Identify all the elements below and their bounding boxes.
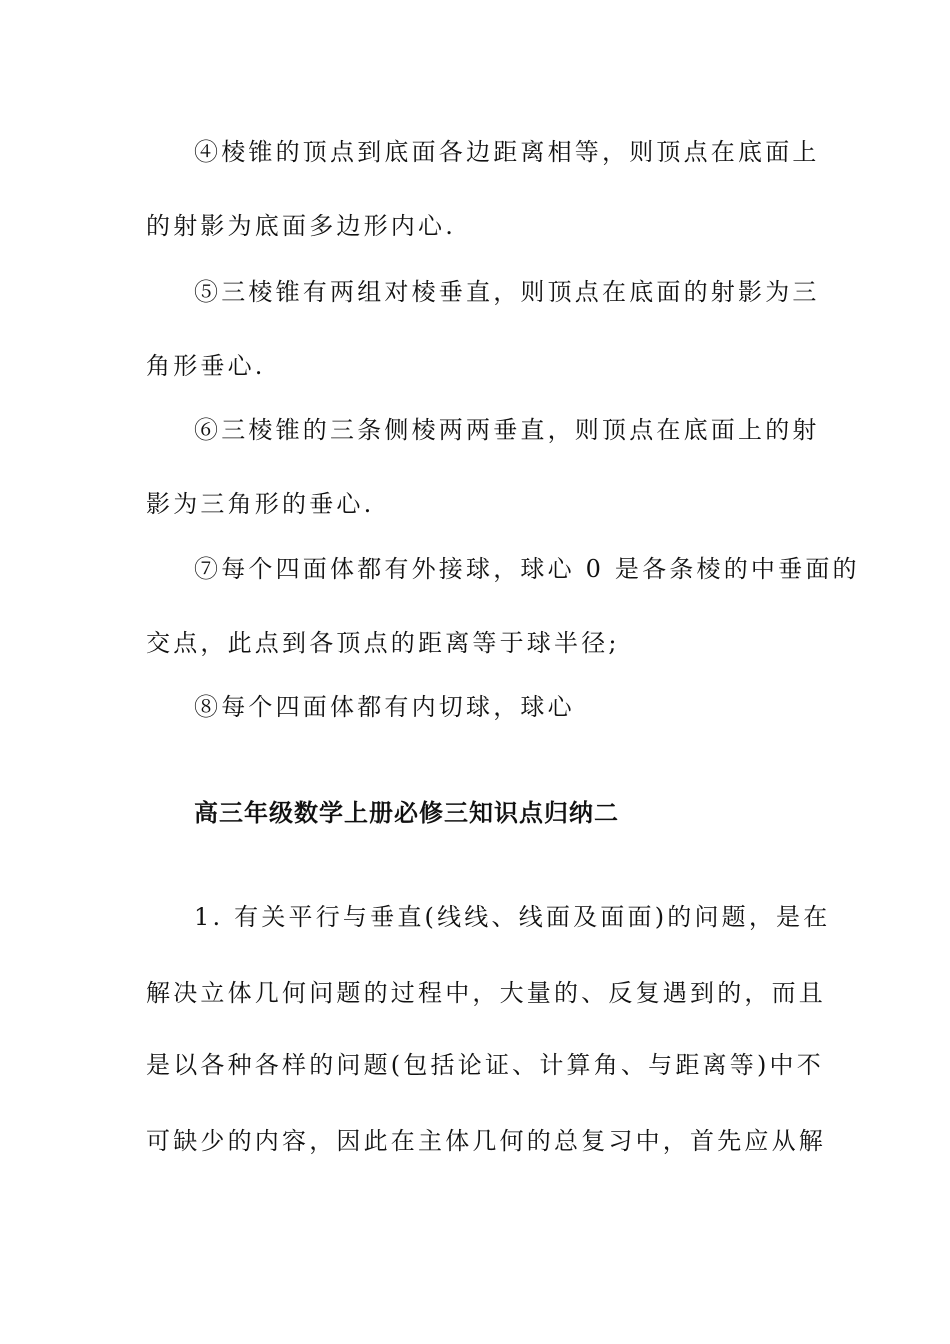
paragraph-line: ④棱锥的顶点到底面各边距离相等，则顶点在底面上: [194, 138, 820, 166]
paragraph-line: 的射影为底面多边形内心.: [146, 212, 457, 240]
section-heading: 高三年级数学上册必修三知识点归纳二: [194, 799, 619, 827]
paragraph-line: 交点，此点到各顶点的距离等于球半径;: [146, 629, 620, 657]
paragraph-line: 角形垂心.: [146, 352, 266, 380]
paragraph-line: 影为三角形的垂心.: [146, 490, 375, 518]
paragraph-line: ⑤三棱锥有两组对棱垂直，则顶点在底面的射影为三: [194, 278, 820, 306]
paragraph-line: 可缺少的内容，因此在主体几何的总复习中，首先应从解: [146, 1127, 826, 1155]
paragraph-line: ⑧每个四面体都有内切球，球心: [194, 693, 575, 721]
paragraph-line: 1. 有关平行与垂直(线线、线面及面面)的问题，是在: [194, 903, 831, 931]
paragraph-line: ⑥三棱锥的三条侧棱两两垂直，则顶点在底面上的射: [194, 416, 820, 444]
paragraph-line: ⑦每个四面体都有外接球，球心 0 是各条棱的中垂面的: [194, 555, 860, 583]
paragraph-line: 解决立体几何问题的过程中，大量的、反复遇到的，而且: [146, 979, 826, 1007]
paragraph-line: 是以各种各样的问题(包括论证、计算角、与距离等)中不: [146, 1051, 824, 1079]
